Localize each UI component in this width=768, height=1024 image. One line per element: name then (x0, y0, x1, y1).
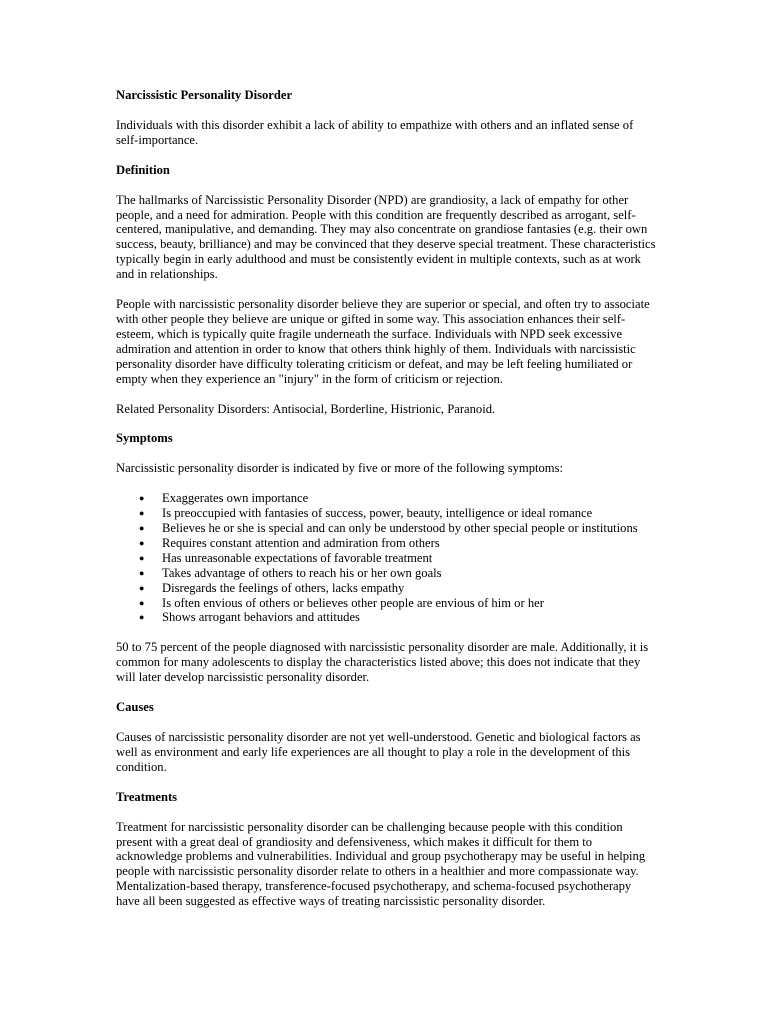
symptoms-heading: Symptoms (116, 431, 173, 446)
list-item (116, 536, 656, 551)
list-item (116, 581, 656, 596)
list-item-text: Exaggerates own importance (162, 491, 309, 506)
bullet-icon: ● (139, 523, 145, 534)
bullet-icon: ● (139, 582, 145, 593)
document-title: Narcissistic Personality Disorder (116, 88, 293, 102)
symptoms-lead: Narcissistic personality disorder is indicated by five or more of the following symptoms: (116, 461, 563, 476)
list-item-text: Disregards the feelings of others, lacks empathy (162, 580, 405, 595)
bullet-icon: ● (139, 567, 145, 578)
treatments-paragraph: Treatment for narcissistic personality disorder can be challenging because people with this condition present with a great deal of grandiosity and defensiveness, which makes it difficult for them to acknowledge problems and vulnerabilities. Individual and group psychotherapy may be useful in helping people with narcissistic personality disorder relate to others in a healthier and more compassionate way. Mentalization-based therapy, transference-focused psychotherapy, and schema-focused psychotherapy have all been suggested as effective ways of treating narcissistic personality disorder. (116, 819, 646, 909)
intro-paragraph: Individuals with this disorder exhibit a lack of ability to empathize with others and an inflated sense of self-importance. (116, 117, 634, 147)
list-item (116, 506, 656, 521)
list-item-text: Shows arrogant behaviors and attitudes (162, 610, 360, 625)
list-item (116, 610, 656, 625)
document-body (116, 88, 656, 909)
causes-heading: Causes (116, 700, 154, 715)
list-item-text: Is often envious of others or believes other people are envious of him or her (162, 595, 544, 610)
bullet-icon: ● (139, 493, 145, 504)
statistics-paragraph: 50 to 75 percent of the people diagnosed with narcissistic personality disorder are male. Additionally, it is common for many adolescents to display the characteristics listed above; this does not indicate that they will later develop narcissistic personality disorder. (116, 640, 649, 685)
definition-paragraph-2: People with narcissistic personality disorder believe they are superior or special, and often try to associate with other people they believe are unique or gifted in some way. This association enhances their self-esteem, which is typically quite fragile underneath the surface. Individuals with NPD seek excessive admiration and attention in order to know that others think highly of them. Individuals with narcissistic personality disorder have difficulty tolerating criticism or defeat, and may be left feeling humiliated or empty when they experience an "injury" in the form of criticism or rejection. (116, 297, 650, 386)
treatments-heading: Treatments (116, 789, 178, 804)
bullet-icon: ● (139, 612, 145, 623)
list-item-text: Has unreasonable expectations of favorable treatment (162, 550, 433, 565)
bullet-icon: ● (139, 597, 145, 608)
list-item-text: Requires constant attention and admiration from others (162, 535, 440, 550)
related-disorders: Related Personality Disorders: Antisocial, Borderline, Histrionic, Paranoid. (116, 401, 496, 416)
bullet-icon: ● (139, 552, 145, 563)
list-item-text: Is preoccupied with fantasies of success, power, beauty, intelligence or ideal romance (162, 506, 593, 521)
symptoms-list (116, 491, 656, 625)
list-item (116, 596, 656, 611)
list-item (116, 566, 656, 581)
bullet-icon: ● (139, 508, 145, 519)
definition-paragraph-1: The hallmarks of Narcissistic Personality Disorder (NPD) are grandiosity, a lack of empathy for other people, and a need for admiration. People with this condition are frequently described as arrogant, self-centered, manipulative, and demanding. They may also concentrate on grandiose fantasies (e.g. their own success, beauty, brilliance) and may be convinced that they deserve special treatment. These characteristics typically begin in early adulthood and must be consistently evident in multiple contexts, such as at work and in relationships. (116, 192, 656, 282)
list-item (116, 491, 656, 506)
causes-paragraph: Causes of narcissistic personality disorder are not yet well-understood. Genetic and biological factors as well as environment and early life experiences are all thought to play a role in the development of this condition. (116, 730, 641, 774)
bullet-icon: ● (139, 537, 145, 548)
list-item (116, 551, 656, 566)
list-item (116, 521, 656, 536)
list-item-text: Takes advantage of others to reach his or her own goals (162, 565, 442, 580)
list-item-text: Believes he or she is special and can only be understood by other special people or institutions (162, 521, 638, 536)
definition-heading: Definition (116, 162, 170, 177)
